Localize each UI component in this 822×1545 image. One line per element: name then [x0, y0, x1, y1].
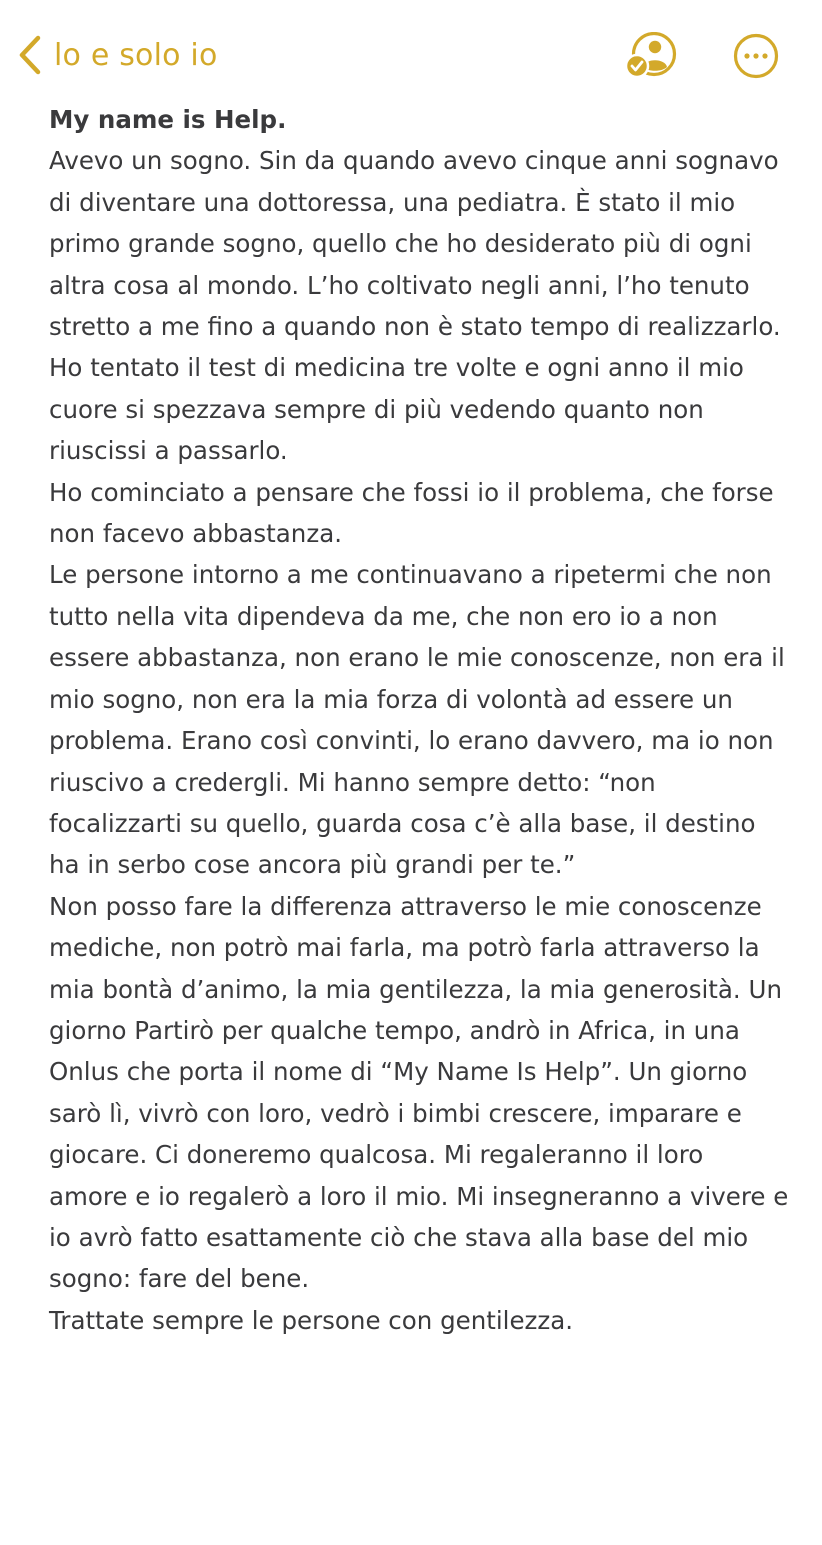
navigation-bar [0, 0, 822, 108]
note-paragraph: Trattate sempre le persone con gentilezza. [49, 1305, 574, 1335]
note-paragraph: Ho cominciato a pensare che fossi io il problema, che forse non facevo abbastanza. [49, 477, 774, 549]
person-checkmark-icon [624, 32, 682, 80]
note-text-area[interactable] [49, 99, 789, 1341]
note-paragraph: Non posso fare la differenza attraverso le mie conoscenze mediche, non potrò mai farla, ma potrò farla attraverso la mia bontà d’animo, la mia gentilezza, la mia generosità. Un giorno Partirò per qualche tempo, andrò in Africa, in una Onlus che porta il nome di “My Name Is Help”. Un giorno sarò lì, vivrò con loro, vedrò i bimbi crescere, imparare e giocare. Ci doneremo qualcosa. Mi regaleranno il loro amore e io regalerò a loro il mio. Mi insegneranno a vivere e io avrò fatto esattamente ciò che stava alla base del mio sogno: fare del bene. [49, 891, 789, 1294]
note-title: My name is Help. [49, 105, 287, 134]
ellipsis-circle-icon [733, 33, 779, 79]
note-paragraph: Le persone intorno a me continuavano a ripetermi che non tutto nella vita dipendeva da me, che non ero io a non essere abbastanza, non erano le mie conoscenze, non era il mio sogno, non era la mia forza di volontà ad essere un problema. Erano così convinti, lo erano davvero, ma io non riuscivo a credergli. Mi hanno sempre detto: “non focalizzarti su quello, guarda cosa c’è alla base, il destino ha in serbo cose ancora più grandi per te.” [49, 560, 785, 880]
back-button-label: lo e solo io [54, 37, 218, 73]
more-options-button[interactable] [733, 33, 779, 79]
note-paragraph: Avevo un sogno. Sin da quando avevo cinque anni sognavo di diventare una dottoressa, una pediatra. È stato il mio primo grande sogno, quello che ho desiderato più di ogni altra cosa al mondo. L’ho coltivato negli anni, l’ho tenuto stretto a me fino a quando non è stato tempo di realizzarlo. Ho tentato il test di medicina tre volte e ogni anno il mio cuore si spezzava sempre di più vedendo quanto non riuscissi a passarlo. [49, 146, 781, 466]
chevron-left-icon [14, 30, 48, 80]
share-note-button[interactable] [624, 32, 682, 80]
back-button[interactable] [14, 30, 218, 80]
